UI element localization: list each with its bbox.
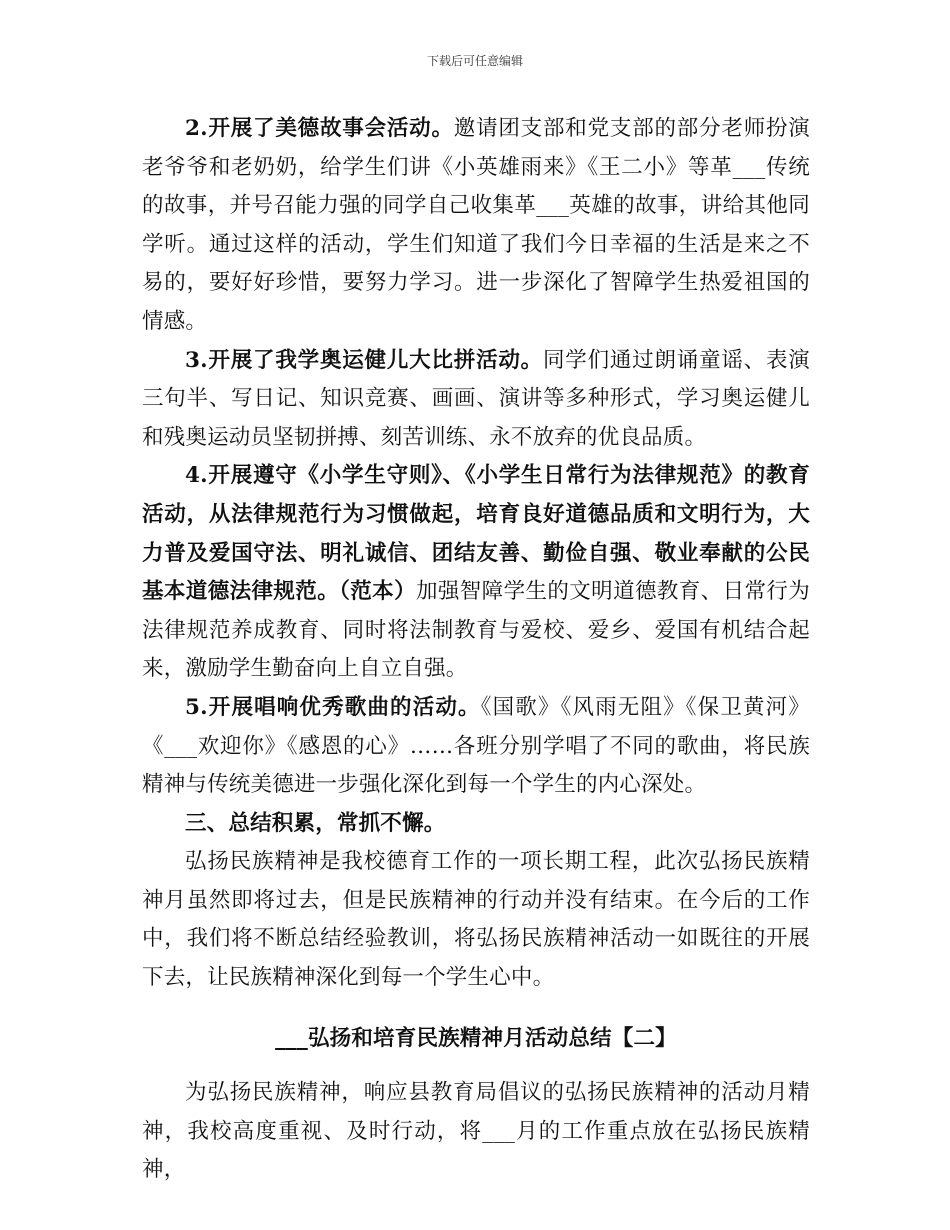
paragraph-text: 同学们通过朗诵童谣、表演三句半、写日记、知识竞赛、画画、演讲等多种形式，学习奥运健儿和残奥运动员坚韧拼搏、刻苦训练、永不放弃的优良品质。 (142, 347, 810, 450)
paragraph-lead: 5.开展唱响优秀歌曲的活动。 (185, 694, 481, 720)
paragraph-lead: 4.开展遵守《小学生守则》、《小学生日常行为法律规范》的教育活动，从法律规范行为习惯做起，培育良好道德品质和文明行为，大力普及爱国守法、明礼诚信、团结友善、勤俭自强、敬业奉献的公民基本道德法律规范。（范本） (142, 463, 810, 605)
summary-paragraph: 弘扬民族精神是我校德育工作的一项长期工程，此次弘扬民族精神月虽然即将过去，但是民族精神的行动并没有结束。在今后的工作中，我们将不断总结经验教训，将弘扬民族精神活动一如既往的开展下去，让民族精神深化到每一个学生心中。 (142, 849, 810, 991)
document-body (142, 110, 810, 1190)
activity-paragraph-5 (142, 689, 810, 805)
closing-paragraph: 为弘扬民族精神，响应县教育局倡议的弘扬民族精神的活动月精神，我校高度重视、及时行动，将___月的工作重点放在弘扬民族精神， (142, 1080, 810, 1183)
paragraph-lead: 2.开展了美德故事会活动。 (185, 116, 454, 141)
activity-paragraph-2 (142, 110, 810, 342)
paragraph-text: 《国歌》《风雨无阻》《保卫黄河》《___欢迎你》《感恩的心》……各班分别学唱了不同的歌曲，将民族精神与传统美德进一步强化深化到每一个学生的内心深处。 (142, 694, 810, 798)
activity-paragraph-4 (142, 457, 810, 689)
paragraph-lead: 3.开展了我学奥运健儿大比拼活动。 (185, 347, 543, 373)
page-header: 下载后可任意编辑 (426, 54, 523, 68)
section-heading: 三、总结积累，常抓不懈。 (185, 810, 446, 836)
paragraph-text: 加强智障学生的文明道德教育、日常行为法律规范养成教育、同时将法制教育与爱校、爱乡、爱国有机结合起来，激励学生勤奋向上自立自强。 (142, 579, 810, 682)
document-title: ___弘扬和培育民族精神月活动总结【二】 (275, 1025, 677, 1051)
paragraph-text: 邀请团支部和党支部的部分老师扮演老爷爷和老奶奶，给学生们讲《小英雄雨来》《王二小》等革___传统的故事，并号召能力强的同学自己收集革___英雄的故事，讲给其他同学听。通过这样的活动，学生们知道了我们今日幸福的生活是来之不易的，要好好珍惜，要努力学习。进一步深化了智障学生热爱祖国的情感。 (142, 116, 811, 334)
activity-paragraph-3 (142, 342, 810, 458)
